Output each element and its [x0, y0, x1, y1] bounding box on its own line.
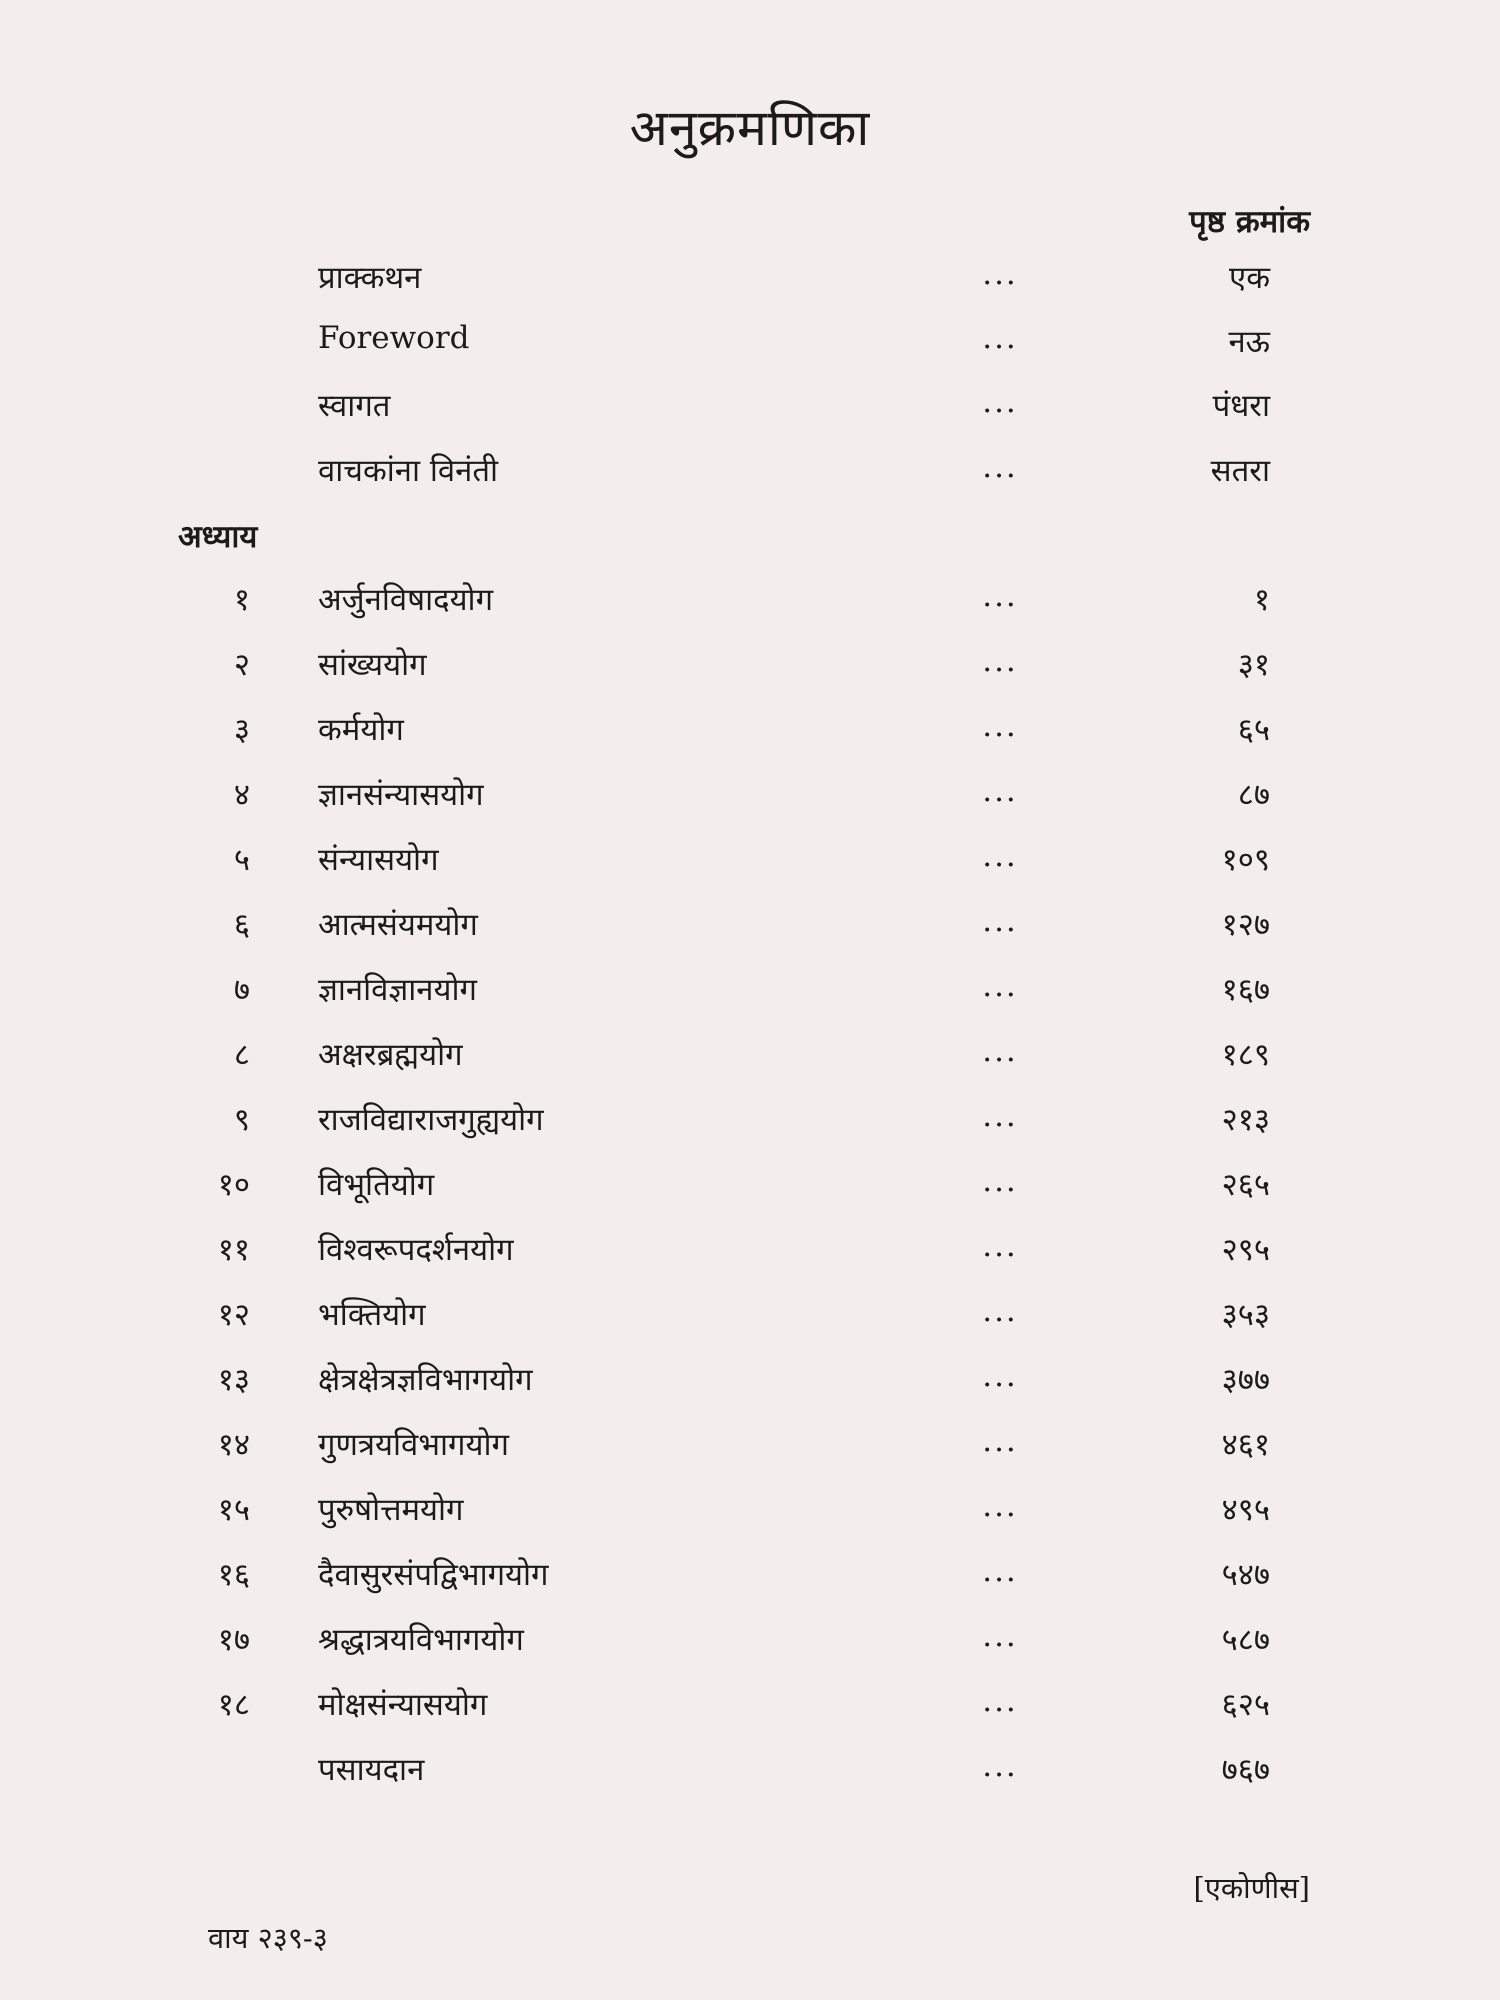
chapter-number: १०: [217, 1167, 250, 1203]
entry-page: सतरा: [1210, 453, 1270, 489]
toc-entry-chapter: [0, 1098, 1500, 1148]
entry-page: ४९५: [1221, 1492, 1270, 1528]
entry-leader: ...: [982, 320, 1018, 356]
chapter-number: ५: [233, 842, 250, 878]
entry-label: विश्वरूपदर्शनयोग: [318, 1232, 514, 1268]
entry-label: श्रद्धात्रयविभागयोग: [318, 1622, 524, 1658]
entry-label: आत्मसंयमयोग: [318, 907, 478, 943]
folio-page-label: [एकोणीस]: [1193, 1871, 1310, 1905]
chapter-number: ६: [233, 907, 250, 943]
entry-label: Foreword: [318, 320, 470, 356]
entry-leader: ...: [982, 1228, 1018, 1264]
toc-entry-chapter: [0, 708, 1500, 758]
entry-label: अक्षरब्रह्मयोग: [318, 1037, 463, 1073]
toc-entry-chapter: [0, 643, 1500, 693]
chapter-number: ३: [233, 712, 250, 748]
entry-label: वाचकांना विनंती: [318, 453, 499, 489]
chapter-number: १५: [217, 1492, 250, 1528]
entry-page: ५४७: [1221, 1557, 1270, 1593]
entry-page: २६५: [1221, 1167, 1270, 1203]
entry-label: सांख्ययोग: [318, 647, 427, 683]
toc-entry-back: [0, 1748, 1500, 1798]
chapter-number: १२: [217, 1297, 250, 1333]
entry-label: प्राक्कथन: [318, 260, 422, 296]
entry-label: विभूतियोग: [318, 1167, 435, 1203]
entry-page: १२७: [1221, 907, 1270, 943]
toc-entry-front-4: [0, 449, 1500, 499]
entry-leader: ...: [982, 1098, 1018, 1134]
entry-label: दैवासुरसंपद्विभागयोग: [318, 1557, 549, 1593]
signature-code: वाय २३९-३: [208, 1921, 328, 1955]
entry-page: ७६७: [1221, 1752, 1270, 1788]
entry-page: ६५: [1237, 712, 1270, 748]
entry-page: एक: [1229, 260, 1270, 296]
entry-label: पसायदान: [318, 1752, 425, 1788]
toc-entry-chapter: [0, 1358, 1500, 1408]
entry-label: कर्मयोग: [318, 712, 404, 748]
entry-page: ४६१: [1221, 1427, 1270, 1463]
toc-entry-chapter: [0, 1033, 1500, 1083]
entry-label: ज्ञानसंन्यासयोग: [318, 777, 484, 813]
entry-leader: ...: [982, 1748, 1018, 1784]
chapter-number: १७: [217, 1622, 250, 1658]
entry-leader: ...: [982, 1163, 1018, 1199]
toc-entry-chapter: [0, 1423, 1500, 1473]
entry-page: १: [1253, 582, 1270, 618]
chapter-number: ७: [233, 972, 250, 1008]
entry-page: पंधरा: [1212, 388, 1270, 424]
entry-leader: ...: [982, 643, 1018, 679]
toc-entry-chapter: [0, 1488, 1500, 1538]
chapter-number: १४: [217, 1427, 250, 1463]
chapter-number: १: [233, 582, 250, 618]
entry-leader: ...: [982, 449, 1018, 485]
entry-page: ३५३: [1221, 1297, 1270, 1333]
chapter-number: ४: [233, 777, 250, 813]
entry-leader: ...: [982, 1683, 1018, 1719]
page-title: अनुक्रमणिका: [629, 99, 871, 157]
entry-label: पुरुषोत्तमयोग: [318, 1492, 464, 1528]
chapter-number: २: [233, 647, 250, 683]
entry-leader: ...: [982, 838, 1018, 874]
entry-label: राजविद्याराजगुह्ययोग: [318, 1102, 544, 1138]
chapter-number: ११: [217, 1232, 250, 1268]
entry-label: अर्जुनविषादयोग: [318, 582, 494, 618]
entry-label: क्षेत्रक्षेत्रज्ञविभागयोग: [318, 1362, 533, 1398]
entry-leader: ...: [982, 1618, 1018, 1654]
page-number-heading: पृष्ठ क्रमांक: [1189, 204, 1310, 240]
entry-page: २९५: [1221, 1232, 1270, 1268]
entry-page: ५८७: [1221, 1622, 1270, 1658]
entry-label: संन्यासयोग: [318, 842, 439, 878]
entry-leader: ...: [982, 1293, 1018, 1329]
entry-leader: ...: [982, 773, 1018, 809]
entry-leader: ...: [982, 708, 1018, 744]
toc-entry-chapter: [0, 838, 1500, 888]
toc-entry-chapter: [0, 578, 1500, 628]
entry-page: १६७: [1221, 972, 1270, 1008]
entry-leader: ...: [982, 384, 1018, 420]
entry-page: १८९: [1221, 1037, 1270, 1073]
entry-page: ३१: [1237, 647, 1270, 683]
entry-page: ६२५: [1221, 1687, 1270, 1723]
toc-entry-chapter: [0, 1683, 1500, 1733]
entry-leader: ...: [982, 1423, 1018, 1459]
entry-page: १०९: [1221, 842, 1270, 878]
toc-entry-chapter: [0, 903, 1500, 953]
entry-leader: ...: [982, 968, 1018, 1004]
entry-page: ८७: [1237, 777, 1270, 813]
toc-entry-chapter: [0, 773, 1500, 823]
chapter-number: १३: [217, 1362, 250, 1398]
toc-entry-chapter: [0, 1293, 1500, 1343]
section-heading: अध्याय: [178, 519, 258, 555]
entry-label: गुणत्रयविभागयोग: [318, 1427, 509, 1463]
toc-entry-front-2: [0, 320, 1500, 370]
chapter-number: ९: [233, 1102, 250, 1138]
entry-label: मोक्षसंन्यासयोग: [318, 1687, 488, 1723]
entry-leader: ...: [982, 578, 1018, 614]
chapter-number: ८: [233, 1037, 250, 1073]
entry-label: स्वागत: [318, 388, 391, 424]
entry-leader: ...: [982, 1358, 1018, 1394]
entry-page: नऊ: [1228, 324, 1270, 360]
entry-leader: ...: [982, 1033, 1018, 1069]
entry-label: भक्तियोग: [318, 1297, 426, 1333]
toc-entry-chapter: [0, 1553, 1500, 1603]
toc-entry-chapter: [0, 968, 1500, 1018]
entry-leader: ...: [982, 256, 1018, 292]
chapter-number: १८: [217, 1687, 250, 1723]
toc-entry-front-3: [0, 384, 1500, 434]
toc-entry-chapter: [0, 1228, 1500, 1278]
entry-page: २१३: [1221, 1102, 1270, 1138]
entry-leader: ...: [982, 1488, 1018, 1524]
entry-label: ज्ञानविज्ञानयोग: [318, 972, 477, 1008]
chapter-number: १६: [217, 1557, 250, 1593]
entry-leader: ...: [982, 903, 1018, 939]
entry-leader: ...: [982, 1553, 1018, 1589]
toc-entry-front-1: [0, 256, 1500, 306]
toc-entry-chapter: [0, 1163, 1500, 1213]
toc-entry-chapter: [0, 1618, 1500, 1668]
entry-page: ३७७: [1221, 1362, 1270, 1398]
